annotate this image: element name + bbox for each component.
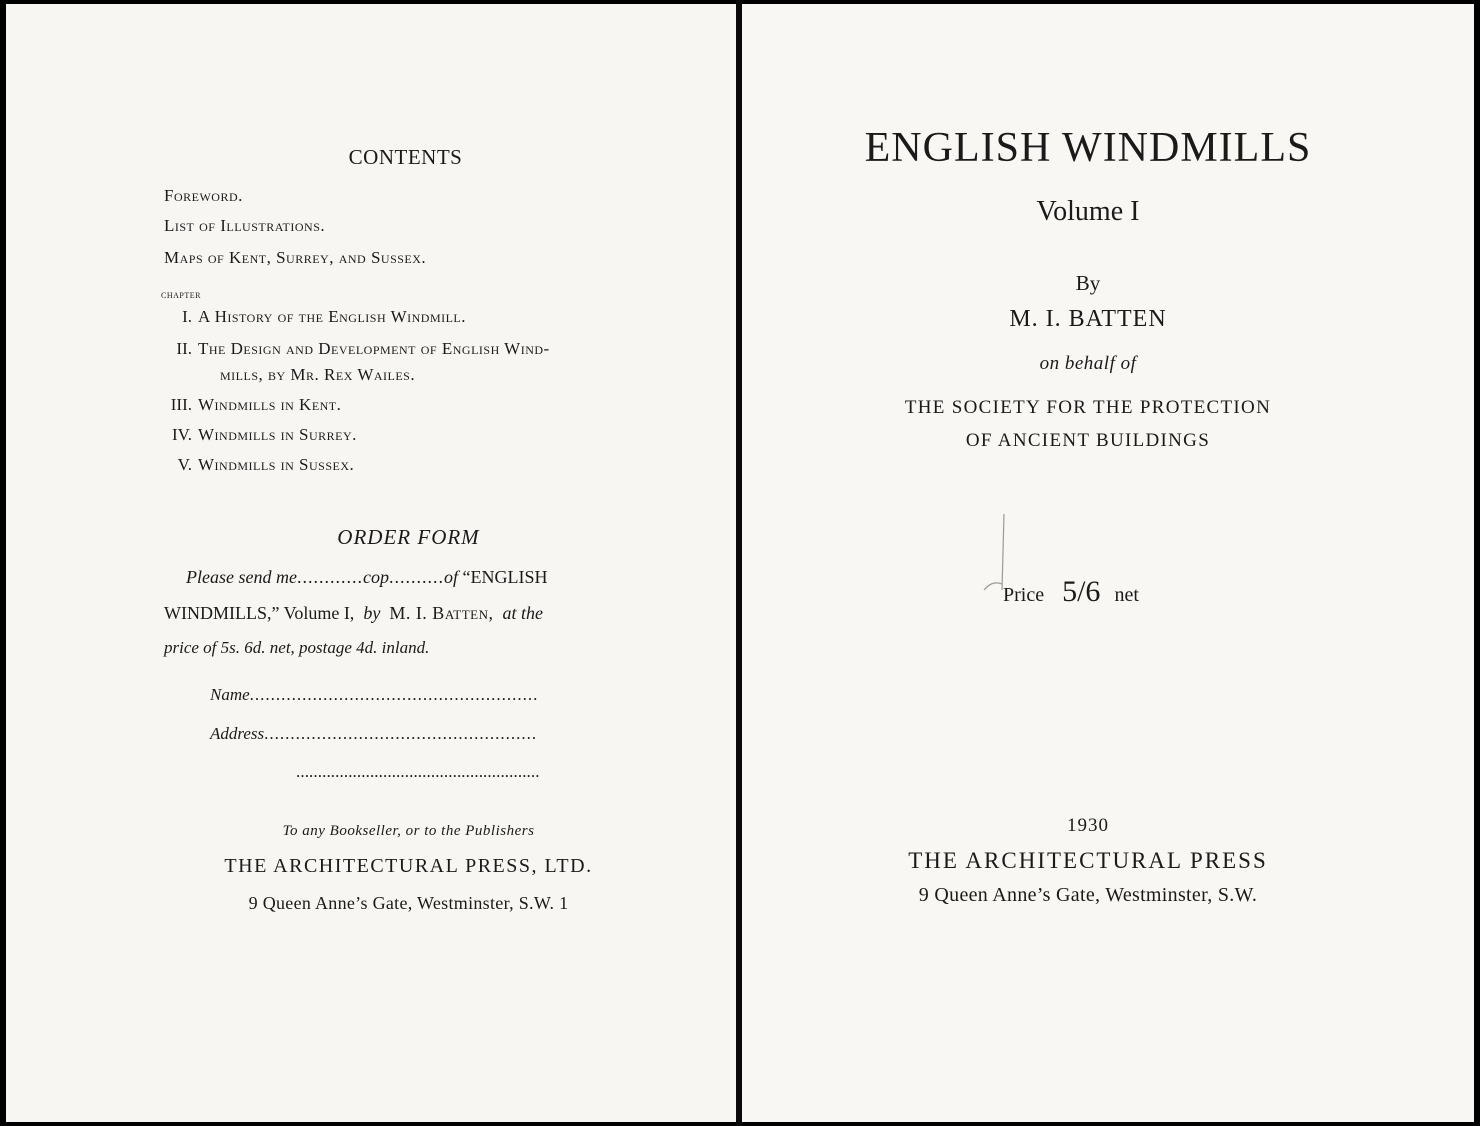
on-behalf-of: on behalf of: [1039, 353, 1137, 374]
chapter-title: Windmills in Sussex.: [198, 455, 355, 474]
chapter-number: II.: [176, 339, 192, 358]
name-field: [210, 685, 538, 705]
bookseller-line: To any Bookseller, or to the Publishers: [282, 823, 535, 839]
toc-list-of-illustrations: List of Illustrations.: [164, 216, 326, 235]
copies-dots: ............: [296, 567, 363, 587]
address-dots: ....................................................: [264, 724, 538, 743]
toc-maps: Maps of Kent, Surrey, and Sussex.: [164, 248, 427, 267]
address-label: Address: [210, 724, 265, 743]
chapter-title-continued: mills, by Mr. Rex Wailes.: [220, 365, 416, 384]
society-line-2: OF ANCIENT BUILDINGS: [965, 430, 1211, 451]
order-text: by: [363, 603, 381, 623]
left-page: [6, 4, 736, 1122]
order-text: WINDMILLS,” Volume I,: [164, 603, 355, 623]
address-dots: ........................................................: [296, 762, 540, 781]
name-label: Name: [210, 685, 250, 704]
order-text: cop: [362, 567, 389, 587]
book-title: ENGLISH WINDMILLS: [864, 125, 1312, 171]
order-line-1: [186, 567, 658, 588]
address-dots-line-2: [296, 762, 540, 782]
chapter-title: A History of the English Windmill.: [198, 307, 467, 326]
by-label: By: [1075, 271, 1101, 295]
chapter-title: The Design and Development of English Wind-: [198, 339, 550, 358]
title-publisher-name: THE ARCHITECTURAL PRESS: [908, 848, 1268, 873]
price-label: Price: [1003, 584, 1045, 606]
name-dots: .......................................................: [249, 685, 539, 704]
chapter-number: V.: [177, 455, 192, 474]
price-line: [1003, 575, 1139, 609]
publisher-address: 9 Queen Anne’s Gate, Westminster, S.W. 1: [248, 893, 569, 913]
society-line-1: THE SOCIETY FOR THE PROTECTION: [904, 397, 1272, 418]
toc-chapter-1: [152, 307, 466, 327]
copies-dots: ..........: [388, 567, 444, 587]
chapter-number: I.: [182, 307, 192, 326]
chapter-number: IV.: [172, 425, 192, 444]
price-suffix: net: [1114, 584, 1139, 606]
chapter-label: CHAPTER: [161, 291, 201, 300]
order-form-heading: ORDER FORM: [337, 525, 480, 549]
order-text: M. I. Batten,: [389, 603, 494, 623]
toc-chapter-4: [152, 425, 357, 445]
publisher-name: THE ARCHITECTURAL PRESS, LTD.: [224, 855, 593, 877]
order-line-3: price of 5s. 6d. net, postage 4d. inland.: [164, 638, 430, 657]
title-publisher-address: 9 Queen Anne’s Gate, Westminster, S.W.: [918, 884, 1258, 906]
author-name: M. I. BATTEN: [1009, 306, 1167, 332]
order-text: at the: [502, 603, 543, 623]
address-field: [210, 724, 537, 744]
toc-foreword: Foreword.: [164, 186, 243, 205]
price-amount: 5/6: [1062, 575, 1101, 608]
publication-year: 1930: [1067, 815, 1109, 836]
toc-chapter-5: [152, 455, 354, 475]
toc-chapter-3: [152, 395, 341, 415]
chapter-title: Windmills in Kent.: [198, 395, 342, 414]
toc-chapter-2: [152, 339, 550, 359]
order-text: of: [443, 567, 458, 587]
order-text: Please send me: [186, 567, 297, 587]
order-line-2: [164, 603, 660, 624]
volume-label: Volume I: [1036, 196, 1140, 227]
contents-heading: CONTENTS: [348, 145, 463, 169]
order-text: “ENGLISH: [462, 567, 548, 587]
chapter-title: Windmills in Surrey.: [198, 425, 357, 444]
chapter-number: III.: [170, 395, 192, 414]
